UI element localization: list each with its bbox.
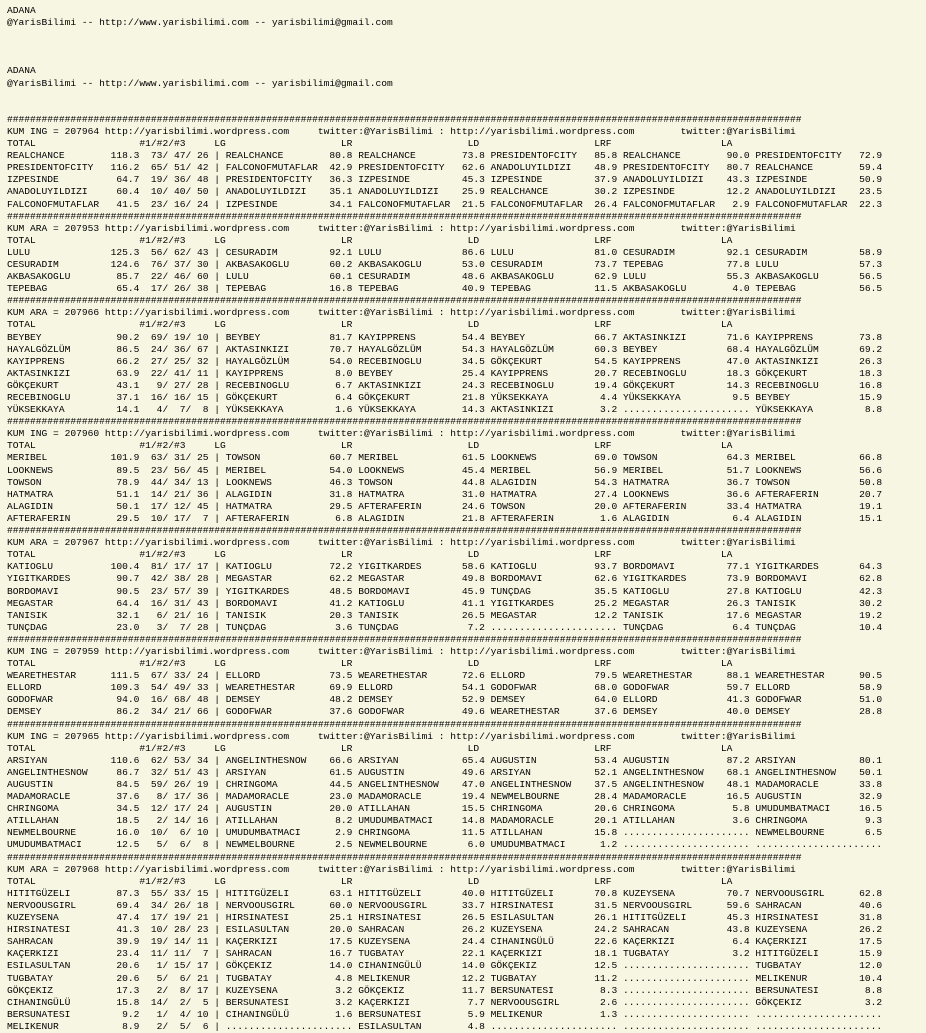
result-row: HIRSINATESI 41.3 10/ 28/ 23 | ESILASULTAN 20.0 SAHRACAN 26.2 KUZEYSENA 24.2 SAHRACAN 43.8 KUZEYSENA 26.2: [7, 924, 883, 936]
result-row: LULU 125.3 56/ 62/ 43 | CESURADIM 92.1 LULU 86.6 LULU 81.0 CESURADIM 92.1 CESURADIM 58.9: [7, 246, 883, 258]
section-divider: ##########################################################################################################################################: [7, 113, 802, 125]
race-header: KUM ARA = 207968 http://yarisbilimi.wordpress.com twitter:@YarisBilimi : http://yarisbilimi.wordpress.com twitter:@YarisBilimi: [7, 863, 796, 875]
venue-title: ADANA: [7, 65, 36, 77]
section-divider: ##########################################################################################################################################: [7, 633, 802, 645]
result-row: TOWSON 78.9 44/ 34/ 13 | LOOKNEWS 46.3 TOWSON 44.8 ALAGIDIN 54.3 HATMATRA 36.7 TOWSON 50.8: [7, 476, 883, 488]
race-report-document: [7, 5, 926, 1033]
result-row: AFTERAFERIN 29.5 10/ 17/ 7 | AFTERAFERIN 6.8 ALAGIDIN 21.8 AFTERAFERIN 1.6 ALAGIDIN 6.4 ALAGIDIN 15.1: [7, 512, 883, 524]
result-row: AKBASAKOGLU 85.7 22/ 46/ 60 | LULU 60.1 CESURADIM 48.6 AKBASAKOGLU 62.9 LULU 55.3 AKBASAKOGLU 56.5: [7, 271, 883, 283]
result-row: TEPEBAG 65.4 17/ 26/ 38 | TEPEBAG 16.8 TEPEBAG 40.9 TEPEBAG 11.5 AKBASAKOGLU 4.0 TEPEBAG 56.5: [7, 283, 883, 295]
result-row: AKTASINKIZI 63.9 22/ 41/ 11 | KAYIPPRENS 8.0 BEYBEY 25.4 KAYIPPRENS 20.7 RECEBINOGLU 18.3 GÖKÇEKURT 18.3: [7, 367, 883, 379]
column-header-row: TOTAL #1/#2/#3 LG LR LD LRF LA: [7, 549, 733, 561]
race-header: KUM ING = 207959 http://yarisbilimi.wordpress.com twitter:@YarisBilimi : http://yarisbilimi.wordpress.com twitter:@YarisBilimi: [7, 645, 796, 657]
result-row: BERSUNATESI 9.2 1/ 4/ 10 | CIHANINGÜLÜ 1.6 BERSUNATESI 5.9 MELIKENUR 1.3 ...................... ......................: [7, 1008, 883, 1020]
result-row: REALCHANCE 118.3 73/ 47/ 26 | REALCHANCE 80.8 REALCHANCE 73.8 PRESIDENTOFCITY 85.8 REALCHANCE 90.0 PRESIDENTOFCITY 72.9: [7, 150, 883, 162]
result-row: ALAGIDIN 50.1 17/ 12/ 45 | HATMATRA 29.5 AFTERAFERIN 24.6 TOWSON 20.0 AFTERAFERIN 33.4 HATMATRA 19.1: [7, 500, 883, 512]
result-row: DEMSEY 86.2 34/ 21/ 66 | GODOFWAR 37.6 GODOFWAR 49.6 WEARETHESTAR 37.6 DEMSEY 40.0 DEMSEY 28.8: [7, 706, 883, 718]
result-row: LOOKNEWS 89.5 23/ 56/ 45 | MERIBEL 54.0 LOOKNEWS 45.4 MERIBEL 56.9 MERIBEL 51.7 LOOKNEWS 56.6: [7, 464, 883, 476]
result-row: ANGELINTHESNOW 86.7 32/ 51/ 43 | ARSIYAN 61.5 AUGUSTIN 49.6 ARSIYAN 52.1 ANGELINTHESNOW 68.1 ANGELINTHESNOW 50.1: [7, 766, 883, 778]
result-row: GODOFWAR 94.0 16/ 68/ 48 | DEMSEY 48.2 DEMSEY 52.9 DEMSEY 64.0 ELLORD 41.3 GODOFWAR 51.0: [7, 694, 883, 706]
result-row: YÜKSEKKAYA 14.1 4/ 7/ 8 | YÜKSEKKAYA 1.6 YÜKSEKKAYA 14.3 AKTASINKIZI 3.2 ...................... YÜKSEKKAYA 8.8: [7, 404, 883, 416]
result-row: MERIBEL 101.9 63/ 31/ 25 | TOWSON 60.7 MERIBEL 61.5 LOOKNEWS 69.0 TOWSON 64.3 MERIBEL 66.8: [7, 452, 883, 464]
column-header-row: TOTAL #1/#2/#3 LG LR LD LRF LA: [7, 234, 733, 246]
result-row: PRESIDENTOFCITY 116.2 65/ 51/ 42 | FALCONOFMUTAFLAR 42.9 PRESIDENTOFCITY 62.6 ANADOLUYILDIZI 48.9 PRESIDENTOFCITY 80.7 REALCHANCE 59.4: [7, 162, 883, 174]
result-row: GÖKÇEKIZ 17.3 2/ 8/ 17 | KUZEYSENA 3.2 GÖKÇEKIZ 11.7 BERSUNATESI 8.3 ...................... BERSUNATESI 8.8: [7, 984, 883, 996]
result-row: IZPESINDE 64.7 19/ 36/ 48 | PRESIDENTOFCITY 36.3 IZPESINDE 45.3 IZPESINDE 37.9 ANADOLUYILDIZI 43.3 IZPESINDE 50.9: [7, 174, 883, 186]
result-row: HATMATRA 51.1 14/ 21/ 36 | ALAGIDIN 31.8 HATMATRA 31.0 HATMATRA 27.4 LOOKNEWS 36.6 AFTERAFERIN 20.7: [7, 488, 883, 500]
result-row: MADAMORACLE 37.6 8/ 17/ 36 | MADAMORACLE 23.0 MADAMORACLE 19.4 NEWMELBOURNE 28.4 MADAMORACLE 16.5 AUGUSTIN 32.9: [7, 791, 883, 803]
result-row: ANADOLUYILDIZI 60.4 10/ 40/ 50 | ANADOLUYILDIZI 35.1 ANADOLUYILDIZI 25.9 REALCHANCE 30.2 IZPESINDE 12.2 ANADOLUYILDIZI 23.5: [7, 186, 883, 198]
section-divider: ##########################################################################################################################################: [7, 525, 802, 537]
result-row: GÖKÇEKURT 43.1 9/ 27/ 28 | RECEBINOGLU 6.7 AKTASINKIZI 24.3 RECEBINOGLU 19.4 GÖKÇEKURT 14.3 RECEBINOGLU 16.8: [7, 379, 883, 391]
contact-line: @YarisBilimi -- http://www.yarisbilimi.com -- yarisbilimi@gmail.com: [7, 77, 393, 89]
result-row: CIHANINGÜLÜ 15.8 14/ 2/ 5 | BERSUNATESI 3.2 KAÇERKIZI 7.7 NERVOOUSGIRL 2.6 ...................... GÖKÇEKIZ 3.2: [7, 996, 883, 1008]
column-header-row: TOTAL #1/#2/#3 LG LR LD LRF LA: [7, 319, 733, 331]
result-row: TUNÇDAG 23.0 3/ 7/ 28 | TUNÇDAG 3.6 TUNÇDAG 7.2 ...................... TUNÇDAG 6.4 TUNÇDAG 10.4: [7, 621, 883, 633]
result-row: CESURADIM 124.6 76/ 37/ 30 | AKBASAKOGLU 60.2 AKBASAKOGLU 53.0 CESURADIM 73.7 TEPEBAG 77.8 LULU 57.3: [7, 258, 883, 270]
section-divider: ##########################################################################################################################################: [7, 210, 802, 222]
result-row: ATILLAHAN 18.5 2/ 14/ 16 | ATILLAHAN 8.2 UMUDUMBATMACI 14.8 MADAMORACLE 20.1 ATILLAHAN 3.6 CHRINGOMA 9.3: [7, 815, 883, 827]
contact-line: @YarisBilimi -- http://www.yarisbilimi.com -- yarisbilimi@gmail.com: [7, 17, 393, 29]
race-header: KUM ING = 207960 http://yarisbilimi.wordpress.com twitter:@YarisBilimi : http://yarisbilimi.wordpress.com twitter:@YarisBilimi: [7, 428, 796, 440]
column-header-row: TOTAL #1/#2/#3 LG LR LD LRF LA: [7, 138, 733, 150]
result-row: NEWMELBOURNE 16.0 10/ 6/ 10 | UMUDUMBATMACI 2.9 CHRINGOMA 11.5 ATILLAHAN 15.8 ...................... NEWMELBOURNE 6.5: [7, 827, 883, 839]
result-row: UMUDUMBATMACI 12.5 5/ 6/ 8 | NEWMELBOURNE 2.5 NEWMELBOURNE 6.0 UMUDUMBATMACI 1.2 ...................... ......................: [7, 839, 883, 851]
race-header: KUM ARA = 207967 http://yarisbilimi.wordpress.com twitter:@YarisBilimi : http://yarisbilimi.wordpress.com twitter:@YarisBilimi: [7, 537, 796, 549]
section-divider: ##########################################################################################################################################: [7, 851, 802, 863]
column-header-row: TOTAL #1/#2/#3 LG LR LD LRF LA: [7, 658, 733, 670]
race-header: KUM ARA = 207953 http://yarisbilimi.wordpress.com twitter:@YarisBilimi : http://yarisbilimi.wordpress.com twitter:@YarisBilimi: [7, 222, 796, 234]
column-header-row: TOTAL #1/#2/#3 LG LR LD LRF LA: [7, 875, 733, 887]
result-row: ESILASULTAN 20.6 1/ 15/ 17 | GÖKÇEKIZ 14.0 CIHANINGÜLÜ 14.0 GÖKÇEKIZ 12.5 ...................... TUGBATAY 12.0: [7, 960, 883, 972]
result-row: KUZEYSENA 47.4 17/ 19/ 21 | HIRSINATESI 25.1 HIRSINATESI 26.5 ESILASULTAN 26.1 HITITGÜZELI 45.3 HIRSINATESI 31.8: [7, 912, 883, 924]
blank-line: [7, 29, 926, 41]
race-header: KUM ING = 207965 http://yarisbilimi.wordpress.com twitter:@YarisBilimi : http://yarisbilimi.wordpress.com twitter:@YarisBilimi: [7, 730, 796, 742]
result-row: KAÇERKIZI 23.4 11/ 11/ 7 | SAHRACAN 16.7 TUGBATAY 22.1 KAÇERKIZI 18.1 TUGBATAY 3.2 HITITGÜZELI 15.9: [7, 948, 883, 960]
column-header-row: TOTAL #1/#2/#3 LG LR LD LRF LA: [7, 742, 733, 754]
column-header-row: TOTAL #1/#2/#3 LG LR LD LRF LA: [7, 440, 733, 452]
result-row: YIGITKARDES 90.7 42/ 38/ 28 | MEGASTAR 62.2 MEGASTAR 49.8 BORDOMAVI 62.6 YIGITKARDES 73.9 BORDOMAVI 62.8: [7, 573, 883, 585]
result-row: HITITGÜZELI 87.3 55/ 33/ 15 | HITITGÜZELI 63.1 HITITGÜZELI 40.0 HITITGÜZELI 70.8 KUZEYSENA 70.7 NERVOOUSGIRL 62.8: [7, 887, 883, 899]
result-row: SAHRACAN 39.9 19/ 14/ 11 | KAÇERKIZI 17.5 KUZEYSENA 24.4 CIHANINGÜLÜ 22.6 KAÇERKIZI 6.4 KAÇERKIZI 17.5: [7, 936, 883, 948]
blank-line: [7, 41, 926, 53]
result-row: KAYIPPRENS 66.2 27/ 25/ 32 | HAYALGÖZLÜM 54.0 RECEBINOGLU 34.5 GÖKÇEKURT 54.5 KAYIPPRENS 47.0 AKTASINKIZI 26.3: [7, 355, 883, 367]
result-row: MEGASTAR 64.4 16/ 31/ 43 | BORDOMAVI 41.2 KATIOGLU 41.1 YIGITKARDES 25.2 MEGASTAR 26.3 TANISIK 30.2: [7, 597, 883, 609]
result-row: TANISIK 32.1 6/ 21/ 16 | TANISIK 20.3 TANISIK 26.5 MEGASTAR 12.2 TANISIK 17.6 MEGASTAR 19.2: [7, 609, 883, 621]
result-row: KATIOGLU 100.4 81/ 17/ 17 | KATIOGLU 72.2 YIGITKARDES 58.6 KATIOGLU 93.7 BORDOMAVI 77.1 YIGITKARDES 64.3: [7, 561, 883, 573]
race-header: KUM ING = 207964 http://yarisbilimi.wordpress.com twitter:@YarisBilimi : http://yarisbilimi.wordpress.com twitter:@YarisBilimi: [7, 125, 796, 137]
blank-line: [7, 53, 926, 65]
result-row: WEARETHESTAR 111.5 67/ 33/ 24 | ELLORD 73.5 WEARETHESTAR 72.6 ELLORD 79.5 WEARETHESTAR 88.1 WEARETHESTAR 90.5: [7, 670, 883, 682]
race-header: KUM ARA = 207966 http://yarisbilimi.wordpress.com twitter:@YarisBilimi : http://yarisbilimi.wordpress.com twitter:@YarisBilimi: [7, 307, 796, 319]
result-row: BEYBEY 90.2 69/ 19/ 10 | BEYBEY 81.7 KAYIPPRENS 54.4 BEYBEY 66.7 AKTASINKIZI 71.6 KAYIPPRENS 73.8: [7, 331, 883, 343]
result-row: NERVOOUSGIRL 69.4 34/ 26/ 18 | NERVOOUSGIRL 60.0 NERVOOUSGIRL 33.7 HIRSINATESI 31.5 NERVOOUSGIRL 59.6 SAHRACAN 40.6: [7, 899, 883, 911]
result-row: MELIKENUR 8.9 2/ 5/ 6 | ...................... ESILASULTAN 4.8 ...................... ...................... ......................: [7, 1020, 883, 1032]
result-row: TUGBATAY 20.6 5/ 6/ 21 | TUGBATAY 4.8 MELIKENUR 12.2 TUGBATAY 11.2 ...................... MELIKENUR 10.4: [7, 972, 883, 984]
blank-line: [7, 102, 926, 114]
section-divider: ##########################################################################################################################################: [7, 416, 802, 428]
result-row: ELLORD 109.3 54/ 49/ 33 | WEARETHESTAR 69.9 ELLORD 54.1 GODOFWAR 68.0 GODOFWAR 59.7 ELLORD 58.9: [7, 682, 883, 694]
result-row: RECEBINOGLU 37.1 16/ 16/ 15 | GÖKÇEKURT 6.4 GÖKÇEKURT 21.8 YÜKSEKKAYA 4.4 YÜKSEKKAYA 9.5 BEYBEY 15.9: [7, 392, 883, 403]
section-divider: ##########################################################################################################################################: [7, 718, 802, 730]
result-row: BORDOMAVI 90.5 23/ 57/ 39 | YIGITKARDES 48.5 BORDOMAVI 45.9 TUNÇDAG 35.5 KATIOGLU 27.8 KATIOGLU 42.3: [7, 585, 883, 597]
result-row: AUGUSTIN 84.5 59/ 26/ 19 | CHRINGOMA 44.5 ANGELINTHESNOW 47.0 ANGELINTHESNOW 37.5 ANGELINTHESNOW 48.1 MADAMORACLE 33.8: [7, 779, 883, 790]
section-divider: ##########################################################################################################################################: [7, 295, 802, 307]
result-row: ARSIYAN 110.6 62/ 53/ 34 | ANGELINTHESNOW 66.6 ARSIYAN 65.4 AUGUSTIN 53.4 AUGUSTIN 87.2 ARSIYAN 80.1: [7, 754, 883, 766]
blank-line: [7, 90, 926, 102]
result-row: CHRINGOMA 34.5 12/ 17/ 24 | AUGUSTIN 20.0 ATILLAHAN 15.5 CHRINGOMA 20.6 CHRINGOMA 5.8 UMUDUMBATMACI 16.5: [7, 803, 883, 815]
result-row: HAYALGÖZLÜM 86.5 24/ 36/ 67 | AKTASINKIZI 70.7 HAYALGÖZLÜM 54.3 HAYALGÖZLÜM 60.3 BEYBEY 68.4 HAYALGÖZLÜM 69.2: [7, 343, 883, 355]
venue-title: ADANA: [7, 5, 36, 16]
result-row: FALCONOFMUTAFLAR 41.5 23/ 16/ 24 | IZPESINDE 34.1 FALCONOFMUTAFLAR 21.5 FALCONOFMUTAFLAR 26.4 FALCONOFMUTAFLAR 2.9 FALCONOFMUTAFLAR 22.3: [7, 198, 883, 210]
